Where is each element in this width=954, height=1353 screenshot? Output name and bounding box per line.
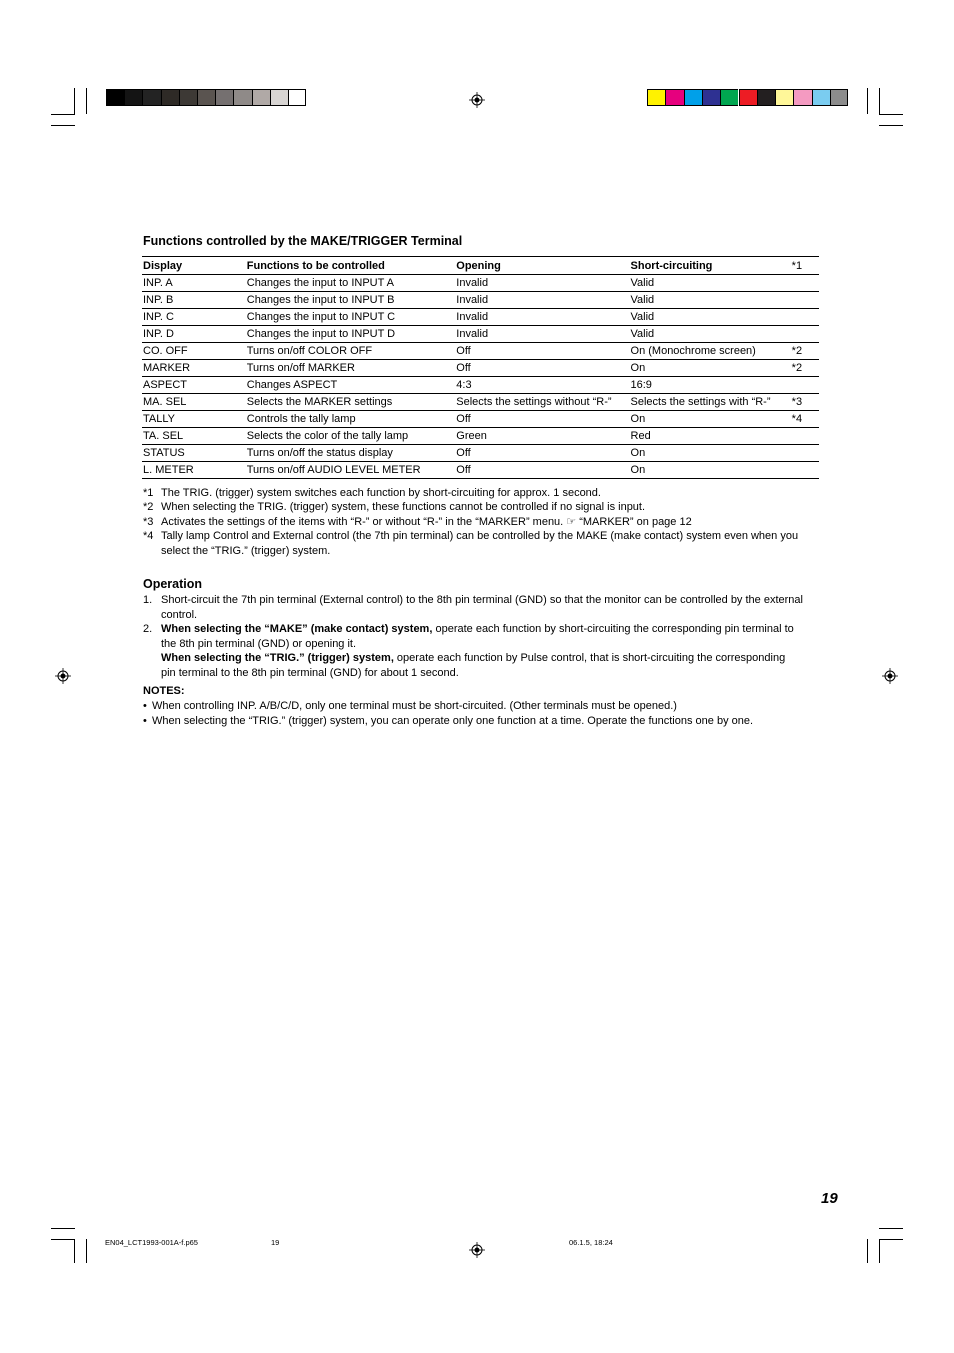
table-cell: On (Monochrome screen): [630, 343, 791, 360]
crop-mark: [879, 88, 880, 114]
page-number: 19: [821, 1190, 838, 1207]
table-row: [142, 343, 819, 360]
function-table: [142, 256, 819, 479]
table-cell: [791, 309, 819, 326]
footnote-mark: *4: [143, 530, 154, 542]
gray-swatch: [142, 89, 160, 106]
color-swatch: [775, 89, 793, 106]
table-cell: On: [630, 445, 791, 462]
table-header-row: [142, 257, 819, 275]
table-cell: *3: [791, 394, 819, 411]
table-cell: [791, 428, 819, 445]
footnote-mark: *1: [143, 487, 154, 499]
column-header-note: *1: [791, 257, 819, 275]
registration-mark-icon: [469, 1242, 485, 1258]
crop-mark: [51, 1239, 75, 1240]
table-cell: Green: [455, 428, 629, 445]
table-cell: L. METER: [142, 462, 246, 479]
crop-mark: [51, 114, 75, 115]
footnote-text: Tally lamp Control and External control (the 7th pin terminal) can be controlled by the MAKE (make contact) system even when you select the “TRIG.” (trigger) system.: [161, 530, 799, 557]
table-cell: Turns on/off AUDIO LEVEL METER: [246, 462, 456, 479]
table-row: [142, 445, 819, 462]
operation-step-2-trig: [161, 651, 801, 680]
table-cell: INP. D: [142, 326, 246, 343]
color-swatch: [757, 89, 775, 106]
crop-mark: [879, 1228, 903, 1229]
table-cell: Valid: [630, 275, 791, 292]
table-cell: Selects the settings without “R-”: [455, 394, 629, 411]
table-cell: Changes the input to INPUT A: [246, 275, 456, 292]
table-cell: Selects the settings with “R-”: [630, 394, 791, 411]
table-cell: INP. A: [142, 275, 246, 292]
gray-swatch: [161, 89, 179, 106]
table-cell: Off: [455, 411, 629, 428]
table-cell: Changes the input to INPUT B: [246, 292, 456, 309]
table-cell: Selects the MARKER settings: [246, 394, 456, 411]
color-swatch: [665, 89, 683, 106]
crop-mark: [86, 88, 87, 114]
table-cell: [791, 326, 819, 343]
table-cell: Selects the color of the tally lamp: [246, 428, 456, 445]
table-cell: ASPECT: [142, 377, 246, 394]
table-cell: INP. B: [142, 292, 246, 309]
footnote-text: The TRIG. (trigger) system switches each function by short-circuiting for approx. 1 second.: [161, 487, 601, 499]
color-swatch: [830, 89, 848, 106]
crop-mark: [51, 125, 75, 126]
table-cell: Changes the input to INPUT D: [246, 326, 456, 343]
notes-heading: NOTES:: [143, 685, 185, 697]
crop-mark: [867, 1239, 868, 1263]
table-cell: Controls the tally lamp: [246, 411, 456, 428]
bullet: •: [143, 715, 147, 727]
column-header-opening: Opening: [455, 257, 629, 275]
table-cell: *2: [791, 343, 819, 360]
table-cell: On: [630, 411, 791, 428]
table-cell: TALLY: [142, 411, 246, 428]
bullet: •: [143, 700, 147, 712]
footer-filename: EN04_LCT1993-001A-f.p65: [105, 1238, 198, 1247]
list-number: 2.: [143, 623, 153, 635]
crop-mark: [879, 1239, 903, 1240]
gray-swatch: [197, 89, 215, 106]
table-cell: On: [630, 462, 791, 479]
footnote-mark: *3: [143, 516, 154, 528]
footnote-text: Activates the settings of the items with “R-” or without “R-” in the “MARKER” menu. ☞ “MARKER” on page 12: [161, 516, 692, 528]
table-cell: Valid: [630, 292, 791, 309]
table-row: [142, 275, 819, 292]
crop-mark: [879, 1239, 880, 1263]
gray-swatch: [288, 89, 306, 106]
gray-swatch: [215, 89, 233, 106]
table-cell: CO. OFF: [142, 343, 246, 360]
footnote-text: When selecting the TRIG. (trigger) system, these functions cannot be controlled if no signal is input.: [161, 501, 646, 513]
table-cell: Invalid: [455, 292, 629, 309]
trig-system-label: When selecting the “TRIG.” (trigger) system,: [161, 652, 394, 664]
gray-swatch: [106, 89, 124, 106]
table-cell: MA. SEL: [142, 394, 246, 411]
table-cell: *2: [791, 360, 819, 377]
trig-system-text: operate each function by Pulse control, that is short-circuiting the corresponding pin terminal to the 8th pin terminal (GND) for about 1 second.: [161, 652, 786, 679]
column-header-function: Functions to be controlled: [246, 257, 456, 275]
table-cell: 16:9: [630, 377, 791, 394]
table-cell: Invalid: [455, 309, 629, 326]
crop-mark: [879, 114, 903, 115]
color-swatch: [812, 89, 830, 106]
table-cell: Turns on/off MARKER: [246, 360, 456, 377]
table-cell: INP. C: [142, 309, 246, 326]
gray-swatch: [233, 89, 251, 106]
note-item: When selecting the “TRIG.” (trigger) system, you can operate only one function at a time. Operate the functions one by one.: [152, 715, 754, 727]
crop-mark: [879, 125, 903, 126]
column-header-short-circuiting: Short-circuiting: [630, 257, 791, 275]
table-cell: Turns on/off COLOR OFF: [246, 343, 456, 360]
color-swatch: [702, 89, 720, 106]
table-row: [142, 377, 819, 394]
table-row: [142, 428, 819, 445]
make-system-text: operate each function by short-circuiting the corresponding pin terminal to the 8th pin terminal (GND) or opening it.: [161, 623, 794, 650]
table-cell: [791, 445, 819, 462]
table-cell: Red: [630, 428, 791, 445]
table-cell: On: [630, 360, 791, 377]
table-cell: Valid: [630, 309, 791, 326]
table-cell: TA. SEL: [142, 428, 246, 445]
column-header-display: Display: [142, 257, 246, 275]
table-cell: Changes the input to INPUT C: [246, 309, 456, 326]
note-item: When controlling INP. A/B/C/D, only one terminal must be short-circuited. (Other terminals must be opened.): [152, 700, 677, 712]
color-swatch: [793, 89, 811, 106]
table-cell: Changes ASPECT: [246, 377, 456, 394]
gray-swatch: [179, 89, 197, 106]
registration-mark-icon: [882, 668, 898, 684]
crop-mark: [74, 1239, 75, 1263]
section-title: Functions controlled by the MAKE/TRIGGER Terminal: [143, 234, 463, 248]
footer-date: 06.1.5, 18:24: [569, 1238, 613, 1247]
gray-swatch: [270, 89, 288, 106]
table-cell: Turns on/off the status display: [246, 445, 456, 462]
footnote-mark: *2: [143, 501, 154, 513]
registration-mark-icon: [469, 92, 485, 108]
table-cell: Invalid: [455, 326, 629, 343]
table-cell: Valid: [630, 326, 791, 343]
table-row: [142, 411, 819, 428]
table-row: [142, 360, 819, 377]
table-cell: [791, 462, 819, 479]
table-row: [142, 326, 819, 343]
list-number: 1.: [143, 594, 153, 606]
color-swatch: [720, 89, 738, 106]
table-cell: Invalid: [455, 275, 629, 292]
crop-mark: [51, 1228, 75, 1229]
table-row: [142, 462, 819, 479]
table-row: [142, 292, 819, 309]
table-cell: 4:3: [455, 377, 629, 394]
table-cell: Off: [455, 360, 629, 377]
color-swatch: [647, 89, 665, 106]
gray-swatch: [124, 89, 142, 106]
table-cell: Off: [455, 445, 629, 462]
footer-page: 19: [271, 1238, 280, 1247]
make-system-label: When selecting the “MAKE” (make contact) system,: [161, 623, 433, 635]
table-row: [142, 394, 819, 411]
crop-mark: [74, 88, 75, 114]
table-cell: STATUS: [142, 445, 246, 462]
table-cell: MARKER: [142, 360, 246, 377]
table-body: [142, 275, 819, 479]
crop-mark: [86, 1239, 87, 1263]
registration-mark-icon: [55, 668, 71, 684]
operation-heading: Operation: [143, 577, 203, 591]
color-swatch: [684, 89, 702, 106]
gray-swatch: [252, 89, 270, 106]
table-cell: *4: [791, 411, 819, 428]
table-cell: Off: [455, 343, 629, 360]
table-cell: [791, 377, 819, 394]
table-cell: [791, 292, 819, 309]
color-swatch: [739, 89, 757, 106]
table-row: [142, 309, 819, 326]
crop-mark: [867, 88, 868, 114]
operation-step-2-make: [161, 622, 801, 651]
operation-step-1: Short-circuit the 7th pin terminal (External control) to the 8th pin terminal (GND) so that the monitor can be controlled by the external control.: [161, 594, 803, 621]
table-cell: Off: [455, 462, 629, 479]
table-cell: [791, 275, 819, 292]
